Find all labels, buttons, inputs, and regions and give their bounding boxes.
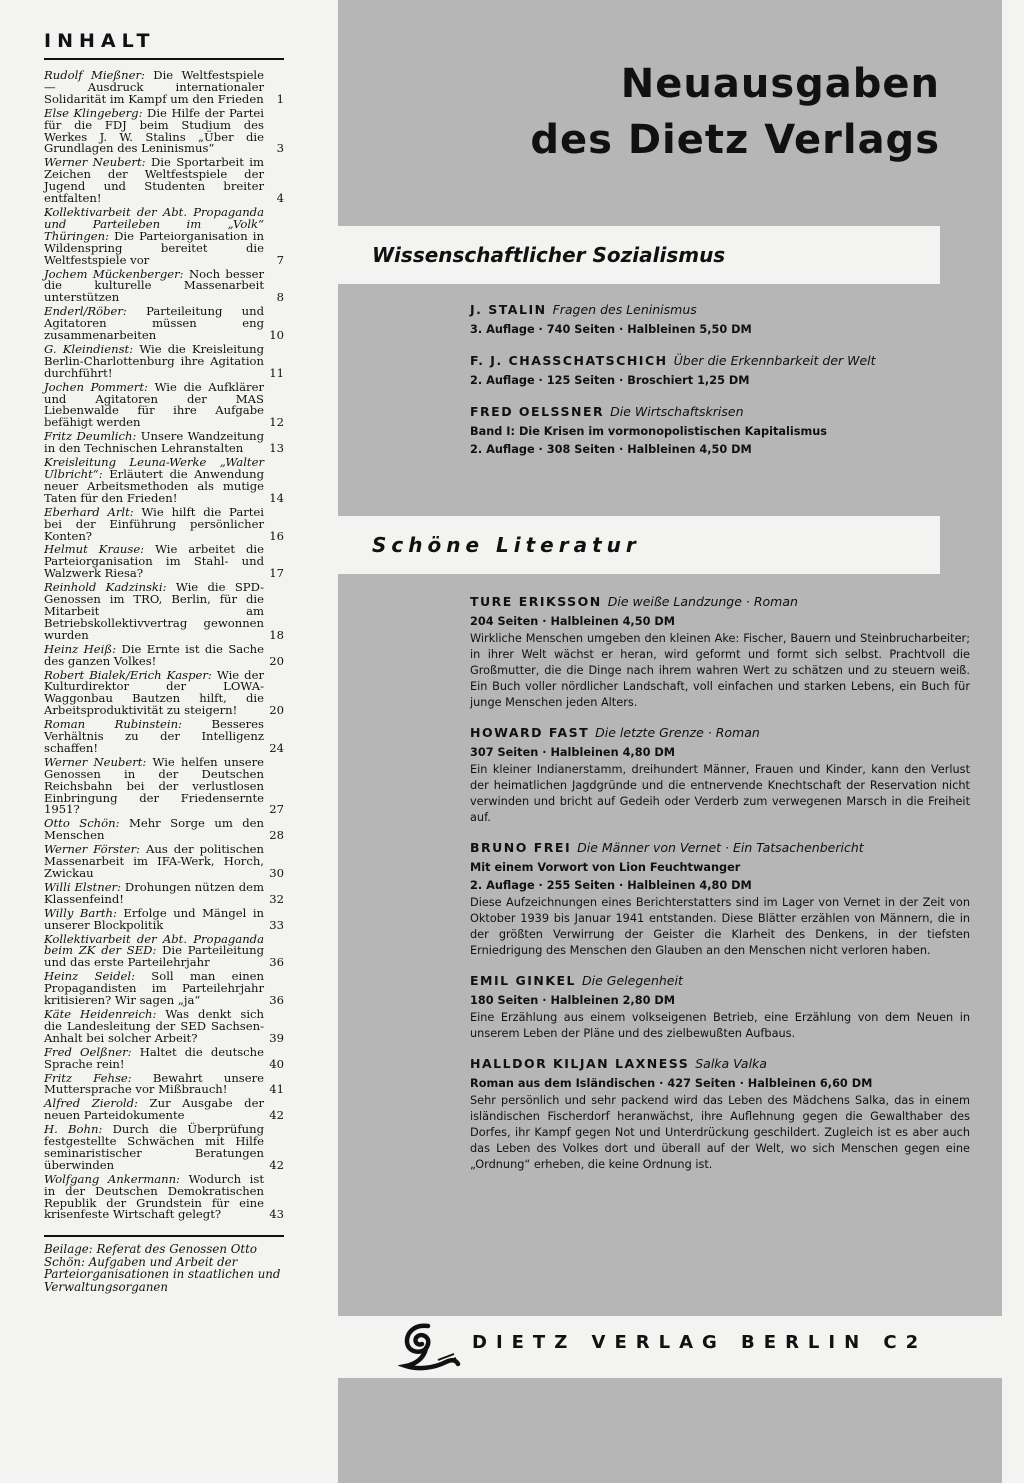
science-book-list <box>470 302 970 473</box>
toc-entry-page: 27 <box>269 802 284 817</box>
toc-entry-text: Durch die Überprüfung festgestellte Schwächen mit Hilfe seminaristischer Beratungen überwinden <box>44 1122 264 1172</box>
toc-entry <box>44 971 284 1007</box>
toc-entry-text: Aus der politischen Massenarbeit im IFA-Werk, Horch, Zwickau <box>44 842 264 880</box>
toc-entry-author: Eberhard Arlt: <box>44 504 134 519</box>
toc-entry-text: Drohungen nützen dem Klassenfeind! <box>44 879 264 906</box>
book-author: HALLDOR KILJAN LAXNESS <box>470 1056 690 1071</box>
toc-entry-page: 24 <box>269 740 284 755</box>
toc-entry-text: Zur Ausgabe der neuen Parteidokumente <box>44 1096 264 1123</box>
toc-entry-page: 11 <box>269 365 284 380</box>
toc-entry-text: Erfolge und Mängel in unserer Blockpolitik <box>44 905 264 932</box>
book-edition: 2. Auflage · 125 Seiten · Broschiert 1,25 DM <box>470 374 750 387</box>
book-edition: 2. Auflage · 255 Seiten · Halbleinen 4,80 DM <box>470 879 752 892</box>
toc-entry-page: 42 <box>269 1157 284 1172</box>
book-author: F. J. CHASSCHATSCHICH <box>470 353 668 368</box>
toc-entry-page: 18 <box>269 627 284 642</box>
literature-heading: Schöne Literatur <box>338 516 940 574</box>
literature-book <box>470 594 970 711</box>
toc-entry-author: G. Kleindienst: <box>44 341 134 356</box>
toc-entry-author: Werner Förster: <box>44 842 141 857</box>
toc-entry-text: Soll man einen Propagandisten im Parteilehrjahr kritisieren? Wir sagen „ja“ <box>44 969 264 1008</box>
toc-entry-text: Die Ernte ist die Sache des ganzen Volkes! <box>44 641 264 668</box>
toc-entry <box>44 641 284 668</box>
toc-entry <box>44 1171 284 1222</box>
toc-entry-text: Wie die Kreisleitung Berlin-Charlottenburg ihre Agitation durchführt! <box>44 341 264 380</box>
toc-entry <box>44 582 284 642</box>
literature-book-list <box>470 594 970 1187</box>
toc-entry-text: Die Parteiorganisation in Wildenspring bereitet die Weltfestspiele vor <box>44 228 264 267</box>
supplement-note: Beilage: Referat des Genossen Otto Schön: Aufgaben und Arbeit der Parteiorganisationen in staatlichen und Verwaltungsorganen <box>44 1235 284 1293</box>
table-of-contents <box>44 28 284 1293</box>
toc-entry-text: Bewahrt unsere Muttersprache vor Mißbrauch! <box>44 1070 265 1097</box>
toc-entry <box>44 818 284 842</box>
toc-entry <box>44 544 284 580</box>
book-author: HOWARD FAST <box>470 725 590 740</box>
toc-entry-author: Roman Rubinstein: <box>44 717 182 732</box>
toc-entry-author: Reinhold Kadzinski: <box>44 580 167 595</box>
toc-entry-page: 43 <box>269 1207 284 1222</box>
toc-entry-author: Jochen Pommert: <box>44 379 148 394</box>
book-edition: Band I: Die Krisen im vormonopolistischen Kapitalismus <box>470 425 828 438</box>
book-author: EMIL GINKEL <box>470 973 577 988</box>
toc-entry-author: Kollektivarbeit der Abt. Propaganda beim ZK der SED: <box>44 931 264 958</box>
book-author: BRUNO FREI <box>470 840 572 855</box>
toc-entry <box>44 105 284 156</box>
book-author: TURE ERIKSSON <box>470 594 602 609</box>
toc-entry-page: 13 <box>269 441 284 456</box>
book-heading <box>470 973 970 988</box>
publisher-advertisement <box>338 0 1002 1316</box>
toc-entry-author: Fritz Deumlich: <box>44 429 137 444</box>
book-edition: Mit einem Vorwort von Lion Feuchtwanger <box>470 861 741 874</box>
publisher-footer <box>338 1318 1002 1376</box>
toc-entry-author: Heinz Heiß: <box>44 641 117 656</box>
toc-entry <box>44 431 284 455</box>
toc-entry-text: Wie der Kulturdirektor der LOWA-Waggonbau Bautzen hilft, die Arbeitsproduktivität zu steigern! <box>44 667 264 718</box>
toc-entry <box>44 719 284 755</box>
book-edition: Roman aus dem Isländischen · 427 Seiten · Halbleinen 6,60 DM <box>470 1077 873 1090</box>
toc-entry-page: 14 <box>269 490 284 505</box>
toc-entry-text: Wie arbeitet die Parteiorganisation im Stahl- und Walzwerk Riesa? <box>44 542 264 581</box>
toc-entry-text: Wie die Aufklärer und Agitatoren der MAS Liebenwalde für ihre Aufgabe befähigt werden <box>44 379 264 430</box>
book-description: Sehr persönlich und sehr packend wird das Leben des Mädchens Salka, das in einem isländischen Fischerdorf heranwächst, ihre Auflehnung gegen die Gewalthaber des Dorfes, ihr Kampf gegen Not und Unterdrückung geschildert. Zugleich ist es aber auch das Leben des Volkes dort und überall auf der Welt, wo sich Menschen gegen eine „Ordnung“ erheben, die keine Ordnung ist. <box>470 1094 970 1171</box>
book-edition: 204 Seiten · Halbleinen 4,50 DM <box>470 615 675 628</box>
toc-entry <box>44 70 284 106</box>
book-author: J. STALIN <box>470 302 547 317</box>
toc-entry-page: 3 <box>276 141 284 156</box>
toc-entry <box>44 266 284 305</box>
toc-entry-author: Rudolf Mießner: <box>44 68 145 82</box>
toc-entry-text: Parteileitung und Agitatoren müssen eng zusammenarbeiten <box>44 304 265 343</box>
toc-entry-author: Willi Elstner: <box>44 879 122 894</box>
literature-book <box>470 1056 970 1173</box>
toc-entry-author: Fritz Fehse: <box>44 1070 132 1085</box>
toc-entry-text: Erläutert die Anwendung neuer Arbeitsmethoden als mutige Taten für den Frieden! <box>44 467 265 505</box>
toc-entry-author: Willy Barth: <box>44 905 117 920</box>
publisher-name: DIETZ VERLAG BERLIN C2 <box>472 1332 928 1353</box>
toc-rule <box>44 58 284 60</box>
toc-entry-text: Unsere Wandzeitung in den Technischen Lehranstalten <box>44 429 264 456</box>
toc-entry <box>44 931 284 970</box>
toc-entry-author: Alfred Zierold: <box>44 1096 138 1111</box>
book-description: Wirkliche Menschen umgeben den kleinen Ake: Fischer, Bauern und Steinbrucharbeiter; in ihrer Welt wächst er heran, wird geformt und formt sich selbst. Prachtvoll die Großmutter, die die Dinge nach ihrem wahren Wert zu schätzen und zu steuern weiß. Ein Buch voller nördlicher Landschaft, voll einfachen und starken Lebens, ein Buch für junge Menschen jeden Alters. <box>470 632 970 709</box>
book-heading <box>470 725 970 740</box>
literature-book <box>470 840 970 959</box>
toc-entry <box>44 204 284 267</box>
book-heading <box>470 840 970 855</box>
toc-title: INHALT <box>44 30 156 52</box>
toc-entry <box>44 754 284 817</box>
toc-entry-page: 32 <box>269 891 284 906</box>
ad-bottom-strip <box>338 1378 1002 1483</box>
toc-entry-author: Helmut Krause: <box>44 542 145 557</box>
toc-entry-author: Fred Oelßner: <box>44 1044 132 1059</box>
toc-entry-author: Enderl/Röber: <box>44 304 127 319</box>
toc-entry-page: 16 <box>269 528 284 543</box>
book-edition: 2. Auflage · 308 Seiten · Halbleinen 4,50 DM <box>470 443 752 456</box>
toc-list <box>44 70 284 1221</box>
toc-entry-author: Otto Schön: <box>44 816 120 831</box>
toc-entry-text: Wie die SPD-Genossen im TRO, Berlin, für die Mitarbeit am Betriebskollektivvertrag gewonnen wurden <box>44 580 264 642</box>
toc-entry <box>44 844 284 880</box>
toc-entry-author: Kollektivarbeit der Abt. Propaganda und Parteileben im „Volk“ Thüringen: <box>44 204 264 243</box>
toc-entry-text: Besseres Verhältnis zu der Intelligenz schaffen! <box>44 717 264 755</box>
ad-title-line2: des Dietz Verlags <box>530 117 940 163</box>
toc-entry-text: Die Weltfestspiele — Ausdruck internationaler Solidarität im Kampf um den Frieden <box>44 68 264 106</box>
book-title: Salka Valka <box>695 1056 767 1071</box>
book-heading <box>470 404 970 419</box>
toc-entry-author: Heinz Seidel: <box>44 969 135 984</box>
toc-entry-page: 36 <box>269 955 284 970</box>
book-edition: 3. Auflage · 740 Seiten · Halbleinen 5,50 DM <box>470 323 752 336</box>
toc-entry <box>44 306 284 342</box>
book-title: Die weiße Landzunge · Roman <box>607 594 798 609</box>
toc-entry-page: 42 <box>269 1108 284 1123</box>
toc-entry-author: Werner Neubert: <box>44 754 147 769</box>
toc-entry-page: 20 <box>269 703 284 718</box>
toc-entry <box>44 879 284 906</box>
toc-entry-author: Wolfgang Ankermann: <box>44 1171 180 1186</box>
book-title: Fragen des Leninismus <box>552 302 697 317</box>
toc-entry-page: 36 <box>269 993 284 1008</box>
toc-entry-text: Wie helfen unsere Genossen in der Deutschen Reichsbahn bei der verlustlosen Einbringung der Friedensernte 1951? <box>44 754 264 817</box>
ad-title-line1: Neuausgaben <box>620 61 940 107</box>
toc-entry <box>44 457 284 505</box>
toc-entry <box>44 905 284 932</box>
book-edition: 180 Seiten · Halbleinen 2,80 DM <box>470 994 675 1007</box>
toc-entry <box>44 157 284 205</box>
book-title: Die Männer von Vernet · Ein Tatsachenbericht <box>577 840 864 855</box>
toc-entry-text: Haltet die deutsche Sprache rein! <box>44 1044 265 1071</box>
toc-entry-text: Mehr Sorge um den Menschen <box>44 816 265 843</box>
book-heading <box>470 353 970 368</box>
toc-entry <box>44 1006 284 1045</box>
toc-entry-page: 12 <box>269 415 284 430</box>
toc-entry-author: Robert Bialek/Erich Kasper: <box>44 667 212 682</box>
literature-book <box>470 725 970 826</box>
toc-entry-page: 4 <box>276 191 284 206</box>
book-title: Die Wirtschaftskrisen <box>610 404 744 419</box>
toc-entry-author: Else Klingeberg: <box>44 105 143 120</box>
toc-entry <box>44 379 284 430</box>
book-title: Die letzte Grenze · Roman <box>595 725 760 740</box>
toc-entry-page: 20 <box>269 653 284 668</box>
science-book <box>470 353 970 390</box>
toc-entry <box>44 667 284 718</box>
toc-entry <box>44 341 284 380</box>
science-book <box>470 404 970 459</box>
toc-entry-page: 40 <box>269 1056 284 1071</box>
toc-entry-author: Käte Heidenreich: <box>44 1006 157 1021</box>
toc-entry-text: Wie hilft die Partei bei der Einführung persönlicher Konten? <box>44 504 264 543</box>
toc-entry-text: Die Sportarbeit im Zeichen der Weltfestspiele der Jugend und Studenten breiter entfalten! <box>44 155 264 206</box>
toc-entry-text: Die Parteileitung und das erste Parteilehrjahr <box>44 943 264 970</box>
toc-entry <box>44 1070 284 1097</box>
toc-entry-page: 1 <box>276 91 284 106</box>
book-title: Die Gelegenheit <box>582 973 683 988</box>
book-description: Diese Aufzeichnungen eines Berichterstatters sind im Lager von Vernet in der Zeit von Oktober 1939 bis Januar 1941 entstanden. Diese Blätter erzählen von Männern, die in der größten Verwirrung der Geister die Klarheit des Denkens, in der tiefsten Erniedrigung des Menschen den Glauben an den Menschen nicht verloren haben. <box>470 896 970 957</box>
toc-entry-text: Wodurch ist in der Deutschen Demokratischen Republik der Grundstein für eine krisenfeste Wirtschaft gelegt? <box>44 1171 264 1222</box>
dietz-logo-icon <box>398 1320 462 1374</box>
toc-entry-author: H. Bohn: <box>44 1122 103 1137</box>
toc-entry-page: 28 <box>269 828 284 843</box>
toc-entry-page: 33 <box>269 917 284 932</box>
toc-entry-author: Kreisleitung Leuna-Werke „Walter Ulbricht“: <box>44 455 264 481</box>
book-heading <box>470 1056 970 1071</box>
science-heading: Wissenschaftlicher Sozialismus <box>338 226 940 284</box>
science-book <box>470 302 970 339</box>
toc-entry-page: 7 <box>276 252 284 267</box>
toc-entry <box>44 504 284 543</box>
ad-title <box>530 56 940 168</box>
toc-entry-page: 41 <box>269 1082 284 1097</box>
book-title: Über die Erkennbarkeit der Welt <box>673 353 876 368</box>
book-edition: 307 Seiten · Halbleinen 4,80 DM <box>470 746 675 759</box>
toc-entry <box>44 1044 284 1071</box>
book-heading <box>470 302 970 317</box>
book-heading <box>470 594 970 609</box>
toc-entry-author: Jochem Mückenberger: <box>44 266 184 281</box>
toc-entry-page: 30 <box>269 866 284 880</box>
book-author: FRED OELSSNER <box>470 404 605 419</box>
toc-entry-author: Werner Neubert: <box>44 155 146 170</box>
book-description: Ein kleiner Indianerstamm, dreihundert Männer, Frauen und Kinder, kann den Verlust der heimatlichen Jagdgründe und die entnervende Knechtschaft der Reservation nicht verwinden und bricht auf Gedeih oder Verderb zum verwegenen Marsch in die Freiheit auf. <box>470 763 970 824</box>
toc-entry-page: 10 <box>269 328 284 343</box>
toc-entry-text: Die Hilfe der Partei für die FDJ beim Studium des Werkes J. W. Stalins „Über die Grundlagen des Leninismus“ <box>44 105 264 156</box>
toc-entry-page: 39 <box>269 1030 284 1045</box>
toc-entry <box>44 1124 284 1172</box>
book-description: Eine Erzählung aus einem volkseigenen Betrieb, eine Erzählung von dem Neuen in unserem Leben der Pläne und des zielbewußten Aufbaus. <box>470 1011 970 1040</box>
toc-entry-text: Noch besser die kulturelle Massenarbeit unterstützen <box>44 266 265 305</box>
toc-entry-text: Was denkt sich die Landesleitung der SED Sachsen-Anhalt bei solcher Arbeit? <box>44 1006 264 1045</box>
toc-entry <box>44 1098 284 1122</box>
toc-entry-page: 8 <box>276 290 284 305</box>
toc-entry-page: 17 <box>269 566 284 581</box>
literature-book <box>470 973 970 1042</box>
